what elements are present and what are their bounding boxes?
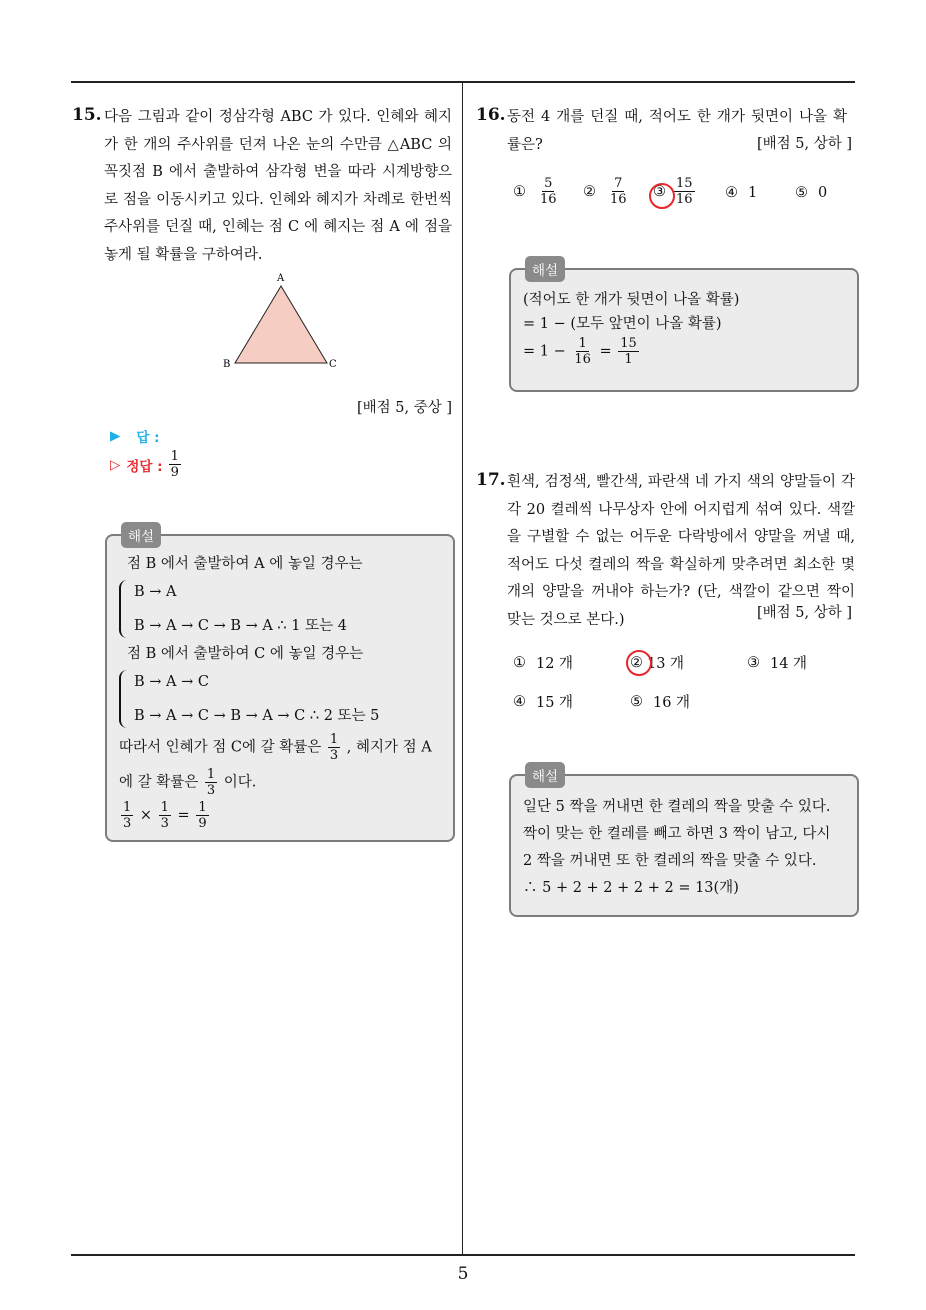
bottom-rule: [71, 1254, 855, 1256]
q15-correct-row: [110, 449, 183, 480]
q16-solution-box: [509, 263, 859, 392]
sol15-case2a: B → A → C: [134, 674, 209, 690]
sol15-case1: [119, 580, 445, 638]
sol16-line2: = 1 − (모두 앞면이 나올 확률): [523, 316, 722, 332]
q16-solution-tab: 해설: [525, 256, 565, 282]
q17-number: 17.: [476, 470, 506, 490]
q17-choice-1[interactable]: ① 12 개: [513, 654, 574, 672]
sol15-case2: [119, 670, 445, 728]
fraction: $\frac{1}{3}$: [206, 767, 216, 798]
triangle-abc: [235, 286, 327, 363]
fraction: $\frac{7}{16}$: [610, 176, 627, 207]
q15-solution-tab: 해설: [121, 522, 161, 548]
q17-choices: [513, 652, 853, 712]
fraction: $\frac{5}{16}$: [540, 176, 557, 207]
q15-solution-box: [105, 529, 455, 842]
fraction: $\frac{1}{9}$: [198, 800, 207, 831]
selected-circle-icon: [626, 650, 652, 676]
q17-choice-5[interactable]: ⑤ 16 개: [630, 693, 691, 711]
answer-label: 답 :: [136, 430, 160, 446]
sol16-line1: (적어도 한 개가 뒷면이 나올 확률): [523, 292, 740, 308]
sol16-line3: = 1 − $\frac{1}{16}$ = $\frac{15}{1}$: [523, 336, 637, 367]
sol17-line4: ∴ 5 + 2 + 2 + 2 + 2 = 13(개): [523, 880, 739, 896]
q16-choice-5[interactable]: ⑤ 0: [795, 185, 828, 201]
sol15-case1b: B → A → C → B → A ∴ 1 또는 4: [134, 618, 347, 634]
q15-text: 다음 그림과 같이 정삼각형 ABC 가 있다. 인혜와 혜지가 한 개의 주사위를 던져 나온 눈의 수만큼 △ABC 의 꼭짓점 B 에서 출발하여 삼각형 변을 따라 시계방향으로 점을 이동시키고 있다. 인혜와 혜지가 차례로 한번씩 주사위를 던질 때, 인혜는 점 C 에 혜지는 점 A 에 점을 놓게 될 확률을 구하여라.: [104, 109, 452, 263]
fraction: $\frac{15}{16}$: [676, 176, 693, 207]
brace-icon: [119, 670, 130, 728]
fraction: $\frac{15}{1}$: [620, 336, 637, 367]
fraction: $\frac{1}{3}$: [160, 800, 169, 831]
q17-choice-2[interactable]: ② 13 개: [630, 654, 685, 672]
q15-block: [104, 104, 452, 269]
q16-choice-2[interactable]: ② $\frac{7}{16}$: [583, 176, 627, 207]
q15-number: 15.: [72, 105, 102, 125]
q16-choices: [513, 176, 853, 216]
q16-solution-body: [523, 288, 849, 367]
sol15-line2: 점 B 에서 출발하여 C 에 놓일 경우는: [127, 646, 364, 662]
column-divider: [462, 82, 463, 1254]
q16-text: 동전 4 개를 던질 때, 적어도 한 개가 뒷면이 나올 확률은?: [507, 109, 847, 153]
fraction: $\frac{1}{3}$: [329, 732, 339, 763]
q16-number: 16.: [476, 105, 506, 125]
vertex-label-b: B: [223, 359, 231, 370]
q17-solution-box: [509, 769, 859, 917]
correct-marker-icon: ▷: [110, 456, 121, 473]
q15-answer-row: [110, 426, 160, 446]
q15-solution-body: [119, 552, 445, 831]
q17-choice-3[interactable]: ③ 14 개: [747, 654, 808, 672]
sol17-line2: 짝이 맞는 한 켤레를 빼고 하면 3 짝이 남고, 다시: [523, 826, 831, 842]
sol15-case2b: B → A → C → B → A → C ∴ 2 또는 5: [134, 708, 380, 724]
sol15-case1a: B → A: [134, 584, 177, 600]
q17-solution-body: [523, 794, 853, 902]
q17-solution-tab: 해설: [525, 762, 565, 788]
q15-triangle-figure: [215, 270, 350, 375]
q17-text: 흰색, 검정색, 빨간색, 파란색 네 가지 색의 양말들이 각각 20 켤레씩 나무상자 안에 어지럽게 섞여 있다. 색깔을 구별할 수 없는 어두운 다락방에서 양말을 꺼낼 때, 적어도 다섯 켤레의 짝을 확실하게 맞추려면 최소한 몇 개의 양말을 꺼내야 하는가? (단, 색깔이 같으면 짝이 맞는 것으로 본다.): [507, 474, 855, 628]
q16-choice-1[interactable]: ① $\frac{5}{16}$: [513, 176, 557, 207]
correct-fraction: $\frac{1}{9}$: [170, 449, 179, 480]
vertex-label-a: A: [277, 273, 285, 284]
q16-meta: [배점 5, 상하 ]: [756, 136, 852, 152]
vertex-label-c: C: [329, 359, 337, 370]
q16-choice-3[interactable]: ③ $\frac{15}{16}$: [653, 176, 693, 207]
brace-icon: [119, 580, 130, 638]
answer-marker-icon: ▶: [110, 428, 121, 444]
sol15-line1: 점 B 에서 출발하여 A 에 놓일 경우는: [127, 556, 363, 572]
q15-meta: [배점 5, 중상 ]: [356, 400, 452, 416]
q16-choice-4[interactable]: ④ 1: [725, 185, 758, 201]
q17-meta: [배점 5, 상하 ]: [756, 605, 852, 621]
q17-choice-4[interactable]: ④ 15 개: [513, 693, 574, 711]
sol15-equation: $\frac{1}{3}$ × $\frac{1}{3}$ = $\frac{1}{9}$: [123, 800, 207, 831]
sol15-line4: 에 갈 확률은 $\frac{1}{3}$ 이다.: [119, 767, 257, 798]
fraction: $\frac{1}{16}$: [574, 336, 591, 367]
correct-label: 정답 :: [126, 458, 163, 475]
sol17-line1: 일단 5 짝을 꺼내면 한 켤레의 짝을 맞출 수 있다.: [523, 799, 831, 815]
fraction: $\frac{1}{3}$: [123, 800, 132, 831]
page-number: 5: [457, 1264, 469, 1284]
selected-circle-icon: [649, 183, 675, 209]
sol15-line3: 따라서 인혜가 점 C에 갈 확률은 $\frac{1}{3}$ , 혜지가 점 A: [119, 732, 432, 763]
sol17-line3: 2 짝을 꺼내면 또 한 켤레의 짝을 맞출 수 있다.: [523, 853, 817, 869]
